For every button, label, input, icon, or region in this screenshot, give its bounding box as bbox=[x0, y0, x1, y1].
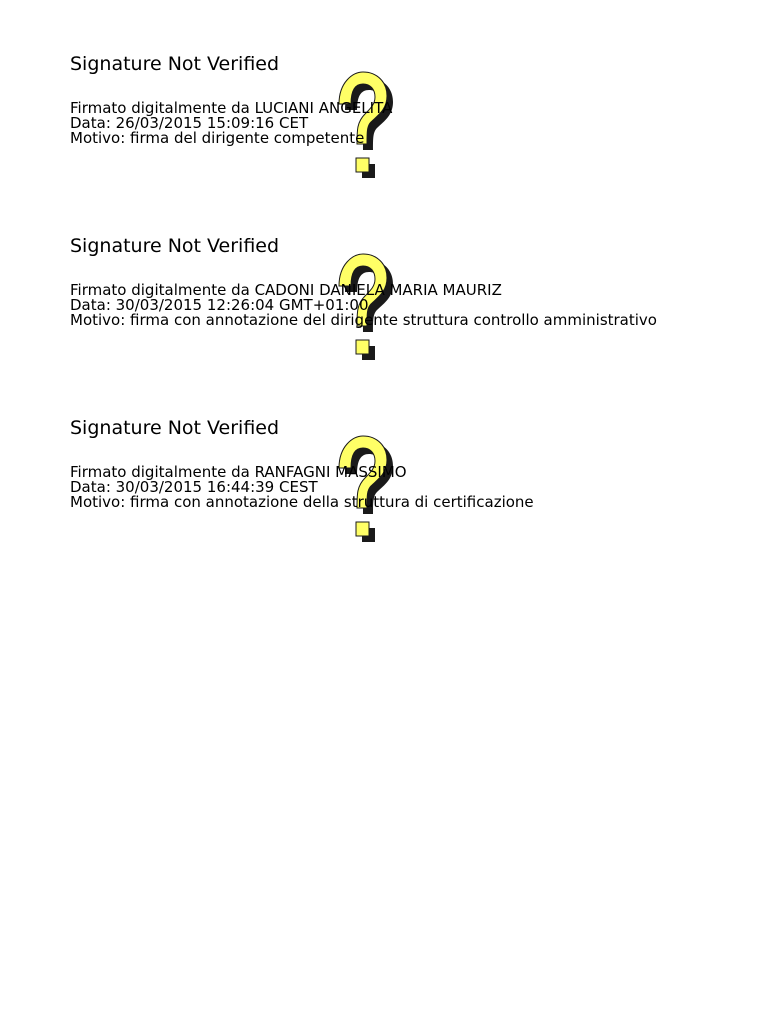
signer-line: Firmato digitalmente da LUCIANI ANGELITA bbox=[70, 99, 393, 117]
reason-line: Motivo: firma con annotazione della struttura di certificazione bbox=[70, 493, 534, 511]
signature-status-title: Signature Not Verified bbox=[70, 53, 280, 75]
signature-details bbox=[70, 465, 534, 510]
reason-line: Motivo: firma con annotazione del dirigente struttura controllo amministrativo bbox=[70, 311, 657, 329]
signature-block bbox=[70, 416, 730, 576]
reason-line: Motivo: firma del dirigente competente bbox=[70, 129, 365, 147]
date-line: Data: 30/03/2015 16:44:39 CEST bbox=[70, 478, 318, 496]
date-line: Data: 30/03/2015 12:26:04 GMT+01:00 bbox=[70, 296, 369, 314]
signer-line: Firmato digitalmente da RANFAGNI MASSIMO bbox=[70, 463, 407, 481]
signature-status-title: Signature Not Verified bbox=[70, 235, 280, 257]
signature-block bbox=[70, 52, 730, 212]
signature-details bbox=[70, 101, 392, 146]
date-line: Data: 26/03/2015 15:09:16 CET bbox=[70, 114, 309, 132]
signature-details bbox=[70, 283, 657, 328]
signature-status-title: Signature Not Verified bbox=[70, 417, 280, 439]
signer-line: Firmato digitalmente da CADONI DANIELA MARIA MAURIZ bbox=[70, 281, 502, 299]
signature-block bbox=[70, 234, 730, 394]
